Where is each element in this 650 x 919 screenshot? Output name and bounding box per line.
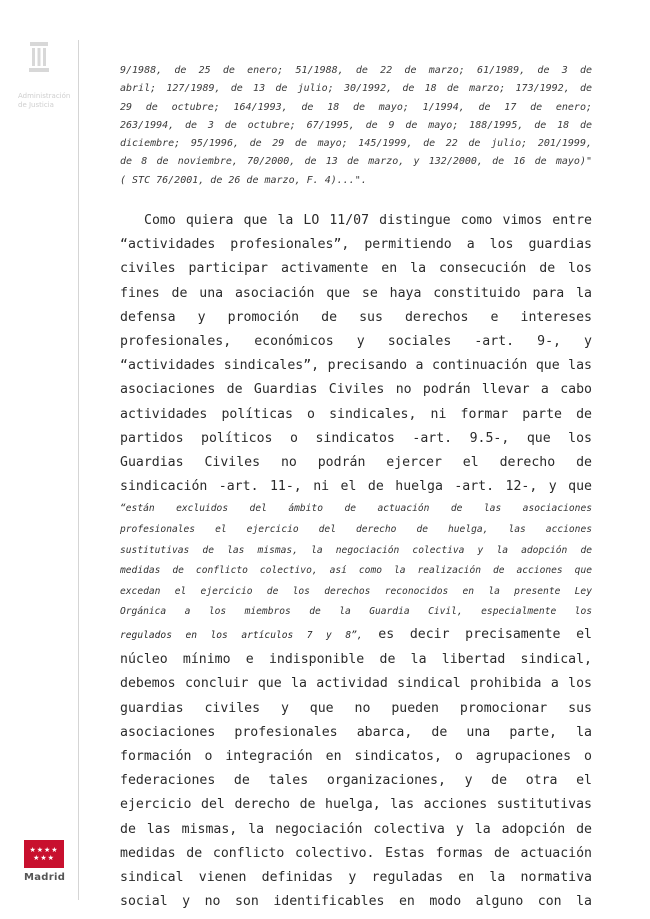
margin-divider [78,40,79,900]
quote-line: 263/1994, de 3 de octubre; 67/1995, de 9 de mayo; 188/1995, de 18 de [120,119,592,131]
body-line: “actividades sindicales”, precisando a continuación que las [120,358,592,374]
main-paragraph [120,209,592,914]
inner-quote-line: Orgánica a los miembros de la Guardia Civil, especialmente los [120,606,592,618]
inner-quote-line: profesionales el ejercicio del derecho de huelga, las acciones [120,524,592,536]
body-line: núcleo mínimo e indisponible de la libertad sindical, [120,652,592,668]
inner-quote-line: medidas de conflicto colectivo, así como la realización de acciones que [120,565,592,577]
inner-quote-tail: regulados en los artículos 7 y 8”, [120,630,363,641]
quote-line: 9/1988, de 25 de enero; 51/1988, de 22 de marzo; 61/1989, de 3 de [120,65,592,76]
inner-quote-line: sustitutivas de las mismas, la negociación colectiva y la adopción de [120,544,592,556]
body-tail: es decir precisamente el [362,627,592,642]
body-line: guardias civiles y que no pueden promocionar sus [120,700,592,716]
madrid-label: Madrid [24,872,66,883]
emblem-caption: Administración de Justicia [18,92,71,109]
body-line: social y no son identificables en modo alguno con la [120,894,592,910]
quote-line: 29 de octubre; 164/1993, de 18 de mayo; 1/1994, de 17 de enero; [120,101,592,113]
body-line: sindical vienen definidas y reguladas en la normativa [120,870,592,886]
body-line: actividades políticas o sindicales, ni formar parte de [120,406,592,422]
mixed-line [120,623,592,648]
body-line: federaciones de tales organizaciones, y de otra el [120,773,592,789]
body-line: Guardias Civiles no podrán ejercer el derecho de [120,455,592,471]
comunidad-madrid-logo [24,840,70,886]
madrid-flag-icon [24,840,64,868]
body-line: partidos políticos o sindicatos -art. 9.5-, que los [120,430,592,446]
body-line: formación o integración en sindicatos, o agrupaciones o [120,749,592,765]
inner-quote-line: excedan el ejercicio de los derechos reconocidos en la presente Ley [120,585,592,597]
quote-line: abril; 127/1989, de 13 de julio; 30/1992, de 18 de marzo; 173/1992, de [120,83,592,95]
body-line: asociaciones de Guardias Civiles no podrán llevar a cabo [120,382,592,398]
quote-line: diciembre; 95/1996, de 29 de mayo; 145/1999, de 22 de julio; 201/1999, [120,138,592,150]
body-line: de las mismas, la negociación colectiva y la adopción de [120,821,592,837]
quote-line: ( STC 76/2001, de 26 de marzo, F. 4)...". [120,174,367,186]
body-line: fines de una asociación que se haya constituido para la [120,285,592,301]
body-line: ejercicio del derecho de huelga, las acciones sustitutivas [120,797,592,813]
body-line: sindicación -art. 11-, ni el de huelga -art. 12-, y que [120,479,592,495]
body-line: debemos concluir que la actividad sindical prohibida a los [120,676,592,692]
quote-line: de 8 de noviembre, 70/2000, de 13 de marzo, y 132/2000, de 16 de mayo)" [120,156,592,168]
body-line: civiles participar activamente en la consecución de los [120,261,592,277]
inner-quote-line: “están excluidos del ámbito de actuación de las asociaciones [120,503,592,515]
citation-quote [120,62,592,190]
justice-emblem [18,40,72,120]
stars-icon: ★★★★ ★★★ [29,846,59,862]
body-line: medidas de conflicto colectivo. Estas formas de actuación [120,845,592,861]
body-line: Como quiera que la LO 11/07 distingue como vimos entre [144,213,592,228]
body-line: profesionales, económicos y sociales -art. 9-, y [120,334,592,350]
body-line: asociaciones profesionales abarca, de una parte, la [120,724,592,740]
crest-icon [26,40,52,76]
body-line: defensa y promoción de sus derechos e intereses [120,309,592,325]
body-line: “actividades profesionales”, permitiendo a los guardias [120,237,592,253]
